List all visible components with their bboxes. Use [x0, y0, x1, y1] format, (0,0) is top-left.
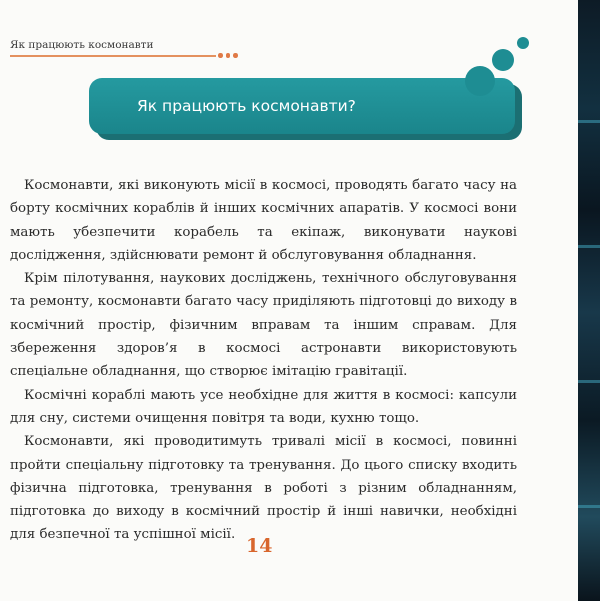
bubble-decoration: [465, 66, 495, 96]
paragraph: Космічні кораблі мають усе необхідне для життя в космосі: капсули для сну, системи очищення повітря та води, кухню тощо.: [10, 387, 517, 426]
strip-light: [578, 120, 600, 123]
header-dot: [233, 53, 238, 58]
strip-light: [578, 505, 600, 508]
body-text: [10, 174, 517, 547]
header-rule: [10, 55, 216, 57]
running-header: Як працюють космонавти: [10, 39, 154, 51]
page-number: 14: [246, 535, 273, 557]
strip-light: [578, 245, 600, 248]
header-dot: [218, 53, 223, 58]
bubble-decoration: [492, 49, 514, 71]
page-title: Як працюють космонавти?: [137, 97, 356, 115]
paragraph: Космонавти, які проводитимуть тривалі місії в космосі, повинні пройти спеціальну підготовку та тренування. До цього списку входить фізична підготовка, тренування в роботі з різним обладнанням, підготовка до виходу в космічний простір й інші навички, необхідні для безпечної та успішної місії.: [10, 434, 517, 543]
cover-edge-strip: [578, 0, 600, 601]
bubble-decoration: [517, 37, 529, 49]
paragraph: Космонавти, які виконують місії в космосі, проводять багато часу на борту космічних кораблів й інших космічних апаратів. У космосі вони мають убезпечити корабель та екіпаж, виконувати наукові дослідження, здійснювати ремонт й обслуговування обладнання.: [10, 178, 517, 263]
strip-light: [578, 380, 600, 383]
header-dots: [218, 53, 238, 58]
title-banner: [89, 78, 515, 134]
paragraph: Крім пілотування, наукових досліджень, технічного обслуговування та ремонту, космонавти багато часу приділяють підготовці до виходу в космічний простір, фізичним вправам та іншим справам. Для збереження здоров’я в космосі астронавти використовують спеціальне обладнання, що створює імітацію гравітації.: [10, 271, 517, 380]
header-dot: [226, 53, 231, 58]
